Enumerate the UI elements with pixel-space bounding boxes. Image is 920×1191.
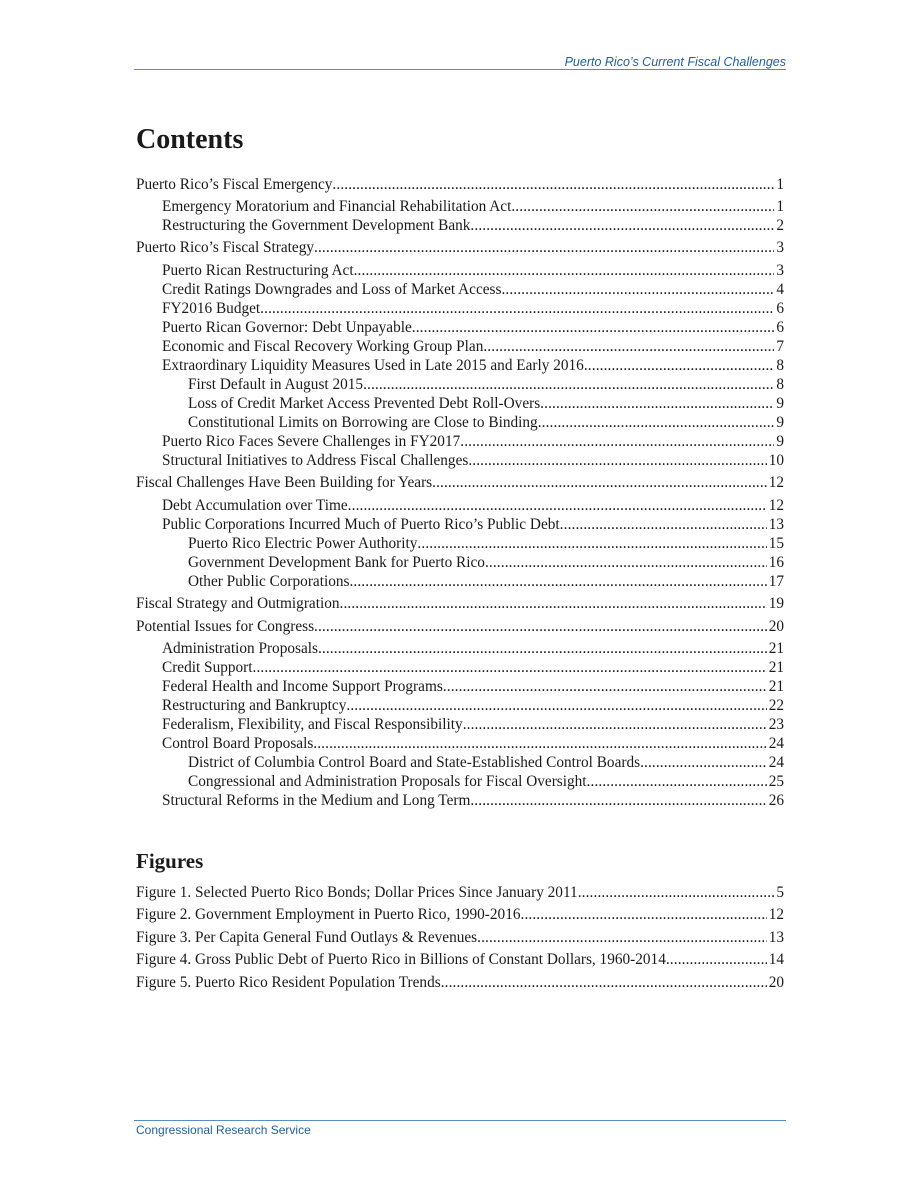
toc-entry-page: 6 [776, 319, 784, 336]
dot-leader [314, 239, 774, 257]
toc-entry-label: Congressional and Administration Proposals for Fiscal Oversight [188, 773, 587, 790]
toc-entry-label: Government Development Bank for Puerto Rico [188, 554, 485, 571]
dot-leader [540, 395, 774, 413]
toc-entry-label: District of Columbia Control Board and State-Established Control Boards [188, 754, 641, 771]
toc-entry-label: Restructuring the Government Development Bank [162, 217, 471, 234]
figure-entry-label: Figure 5. Puerto Rico Resident Population Trends [136, 974, 441, 991]
dot-leader [485, 554, 767, 572]
toc-entry-page: 1 [776, 176, 784, 193]
dot-leader [640, 754, 767, 772]
footer-text: Congressional Research Service [136, 1123, 311, 1137]
figure-entry[interactable] [136, 951, 784, 969]
dot-leader [511, 198, 774, 216]
toc-entry-page: 22 [768, 697, 784, 714]
dot-leader [313, 735, 766, 753]
dot-leader [340, 595, 767, 613]
dot-leader [441, 974, 767, 992]
toc-entry-page: 25 [768, 773, 784, 790]
toc-entry[interactable] [162, 497, 784, 515]
toc-entry[interactable] [162, 792, 784, 810]
toc-entry-page: 24 [768, 735, 784, 752]
toc-entry-page: 15 [768, 535, 784, 552]
toc-entry-label: Public Corporations Incurred Much of Puerto Rico’s Public Debt [162, 516, 560, 533]
toc-entry-page: 3 [776, 239, 784, 256]
footer-rule [134, 1120, 786, 1121]
toc-entry-label: First Default in August 2015 [188, 376, 364, 393]
toc-entry-page: 23 [768, 716, 784, 733]
toc-entry-label: Structural Reforms in the Medium and Long Term [162, 792, 471, 809]
figure-entry[interactable] [136, 974, 784, 992]
dot-leader [463, 716, 767, 734]
toc-entry-page: 21 [768, 640, 784, 657]
dot-leader [260, 300, 774, 318]
toc-entry-page: 1 [776, 198, 784, 215]
toc-entry[interactable] [188, 773, 784, 791]
toc-entry-label: Extraordinary Liquidity Measures Used in Late 2015 and Early 2016 [162, 357, 584, 374]
dot-leader [443, 678, 767, 696]
toc-entry-label: Structural Initiatives to Address Fiscal Challenges [162, 452, 469, 469]
toc-entry-page: 12 [768, 497, 784, 514]
toc-entry-page: 8 [776, 357, 784, 374]
dot-leader [348, 497, 767, 515]
figure-entry-page: 13 [768, 929, 784, 946]
toc-entry[interactable] [162, 697, 784, 715]
toc-entry[interactable] [162, 735, 784, 753]
toc-entry-label: Federal Health and Income Support Programs [162, 678, 443, 695]
toc-entry[interactable] [162, 300, 784, 318]
toc-entry-label: Puerto Rico’s Fiscal Emergency [136, 176, 333, 193]
figure-entry[interactable] [136, 884, 784, 902]
toc-entry-label: Puerto Rico Faces Severe Challenges in FY2017 [162, 433, 461, 450]
toc-entry-page: 13 [768, 516, 784, 533]
toc-entry-label: Administration Proposals [162, 640, 318, 657]
toc-entry-page: 2 [776, 217, 784, 234]
toc-entry-page: 10 [768, 452, 784, 469]
dot-leader [587, 773, 767, 791]
toc-entry-page: 26 [768, 792, 784, 809]
figure-entry-label: Figure 1. Selected Puerto Rico Bonds; Dollar Prices Since January 2011 [136, 884, 578, 901]
toc-entry-page: 20 [768, 618, 784, 635]
toc-entry-page: 21 [768, 678, 784, 695]
toc-entry[interactable] [188, 535, 784, 553]
toc-entry-label: Restructuring and Bankruptcy [162, 697, 347, 714]
toc-entry[interactable] [162, 452, 784, 470]
toc-entry[interactable] [136, 176, 784, 194]
toc-entry-label: Debt Accumulation over Time [162, 497, 348, 514]
toc-entry-page: 9 [776, 414, 784, 431]
toc-entry-label: Potential Issues for Congress [136, 618, 315, 635]
figure-entry[interactable] [136, 929, 784, 947]
toc-entry[interactable] [162, 640, 784, 658]
dot-leader [578, 884, 775, 902]
toc-entry[interactable] [162, 433, 784, 451]
toc-entry-label: Puerto Rico’s Fiscal Strategy [136, 239, 315, 256]
dot-leader [354, 262, 775, 280]
toc-entry-page: 8 [776, 376, 784, 393]
toc-entry-label: FY2016 Budget [162, 300, 261, 317]
figure-entry-page: 14 [768, 951, 784, 968]
dot-leader [412, 319, 775, 337]
dot-leader [501, 281, 774, 299]
toc-entry[interactable] [188, 414, 784, 432]
toc-entry[interactable] [136, 618, 784, 636]
dot-leader [346, 697, 766, 715]
figure-entry-label: Figure 2. Government Employment in Puerto Rico, 1990-2016 [136, 906, 521, 923]
toc-entry-label: Puerto Rican Restructuring Act [162, 262, 354, 279]
dot-leader [349, 573, 766, 591]
toc-entry-label: Other Public Corporations [188, 573, 350, 590]
contents-title: Contents [136, 124, 244, 155]
dot-leader [417, 535, 766, 553]
toc-entry[interactable] [162, 716, 784, 734]
toc-entry[interactable] [188, 395, 784, 413]
dot-leader [584, 357, 775, 375]
dot-leader [460, 433, 774, 451]
figure-entry-label: Figure 3. Per Capita General Fund Outlays & Revenues [136, 929, 478, 946]
toc-entry-page: 19 [768, 595, 784, 612]
toc-entry-page: 24 [768, 754, 784, 771]
figures-title: Figures [136, 849, 204, 873]
toc-entry-label: Puerto Rican Governor: Debt Unpayable [162, 319, 412, 336]
toc-entry-label: Emergency Moratorium and Financial Rehabilitation Act [162, 198, 512, 215]
dot-leader [332, 176, 774, 194]
toc-entry-page: 16 [768, 554, 784, 571]
toc-entry-page: 9 [776, 433, 784, 450]
toc-entry[interactable] [136, 239, 784, 257]
toc-entry-page: 7 [776, 338, 784, 355]
dot-leader [432, 474, 767, 492]
dot-leader [483, 338, 774, 356]
figure-entry-page: 5 [776, 884, 784, 901]
toc-entry-label: Federalism, Flexibility, and Fiscal Responsibility [162, 716, 463, 733]
toc-entry-page: 4 [776, 281, 784, 298]
toc-entry[interactable] [162, 319, 784, 337]
dot-leader [521, 906, 767, 924]
toc-entry-page: 9 [776, 395, 784, 412]
dot-leader [666, 951, 767, 969]
toc-entry[interactable] [162, 357, 784, 375]
toc-entry[interactable] [136, 595, 784, 613]
toc-entry-label: Economic and Fiscal Recovery Working Group Plan [162, 338, 484, 355]
figure-entry-page: 20 [768, 974, 784, 991]
dot-leader [538, 414, 775, 432]
toc-entry[interactable] [162, 516, 784, 534]
toc-entry-page: 17 [768, 573, 784, 590]
header-rule [134, 69, 786, 70]
toc-entry[interactable] [188, 376, 784, 394]
toc-entry[interactable] [162, 281, 784, 299]
toc-entry-label: Constitutional Limits on Borrowing are Close to Binding [188, 414, 538, 431]
toc-entry-label: Control Board Proposals [162, 735, 314, 752]
toc-entry[interactable] [162, 659, 784, 677]
toc-entry[interactable] [162, 262, 784, 280]
toc-entry[interactable] [188, 754, 784, 772]
dot-leader [253, 659, 767, 677]
dot-leader [470, 217, 774, 235]
dot-leader [470, 792, 766, 810]
toc-entry-label: Credit Support [162, 659, 253, 676]
figure-entry-label: Figure 4. Gross Public Debt of Puerto Rico in Billions of Constant Dollars, 1960-2014 [136, 951, 666, 968]
dot-leader [363, 376, 774, 394]
toc-entry-label: Fiscal Strategy and Outmigration [136, 595, 340, 612]
dot-leader [468, 452, 766, 470]
figure-entry-page: 12 [768, 906, 784, 923]
dot-leader [477, 929, 767, 947]
toc-entry[interactable] [136, 474, 784, 492]
toc-entry[interactable] [188, 554, 784, 572]
toc-entry-label: Loss of Credit Market Access Prevented Debt Roll-Overs [188, 395, 541, 412]
toc-entry-page: 21 [768, 659, 784, 676]
toc-entry[interactable] [162, 678, 784, 696]
figure-entry[interactable] [136, 906, 784, 924]
running-header: Puerto Rico’s Current Fiscal Challenges [564, 55, 786, 69]
dot-leader [560, 516, 767, 534]
toc-entry-page: 3 [776, 262, 784, 279]
toc-entry-label: Fiscal Challenges Have Been Building for Years [136, 474, 433, 491]
dot-leader [314, 618, 767, 636]
toc-entry[interactable] [188, 573, 784, 591]
toc-entry-label: Puerto Rico Electric Power Authority [188, 535, 418, 552]
toc-entry-page: 12 [768, 474, 784, 491]
toc-entry-page: 6 [776, 300, 784, 317]
toc-entry[interactable] [162, 198, 784, 216]
toc-entry[interactable] [162, 217, 784, 235]
toc-entry[interactable] [162, 338, 784, 356]
dot-leader [318, 640, 767, 658]
toc-entry-label: Credit Ratings Downgrades and Loss of Market Access [162, 281, 502, 298]
